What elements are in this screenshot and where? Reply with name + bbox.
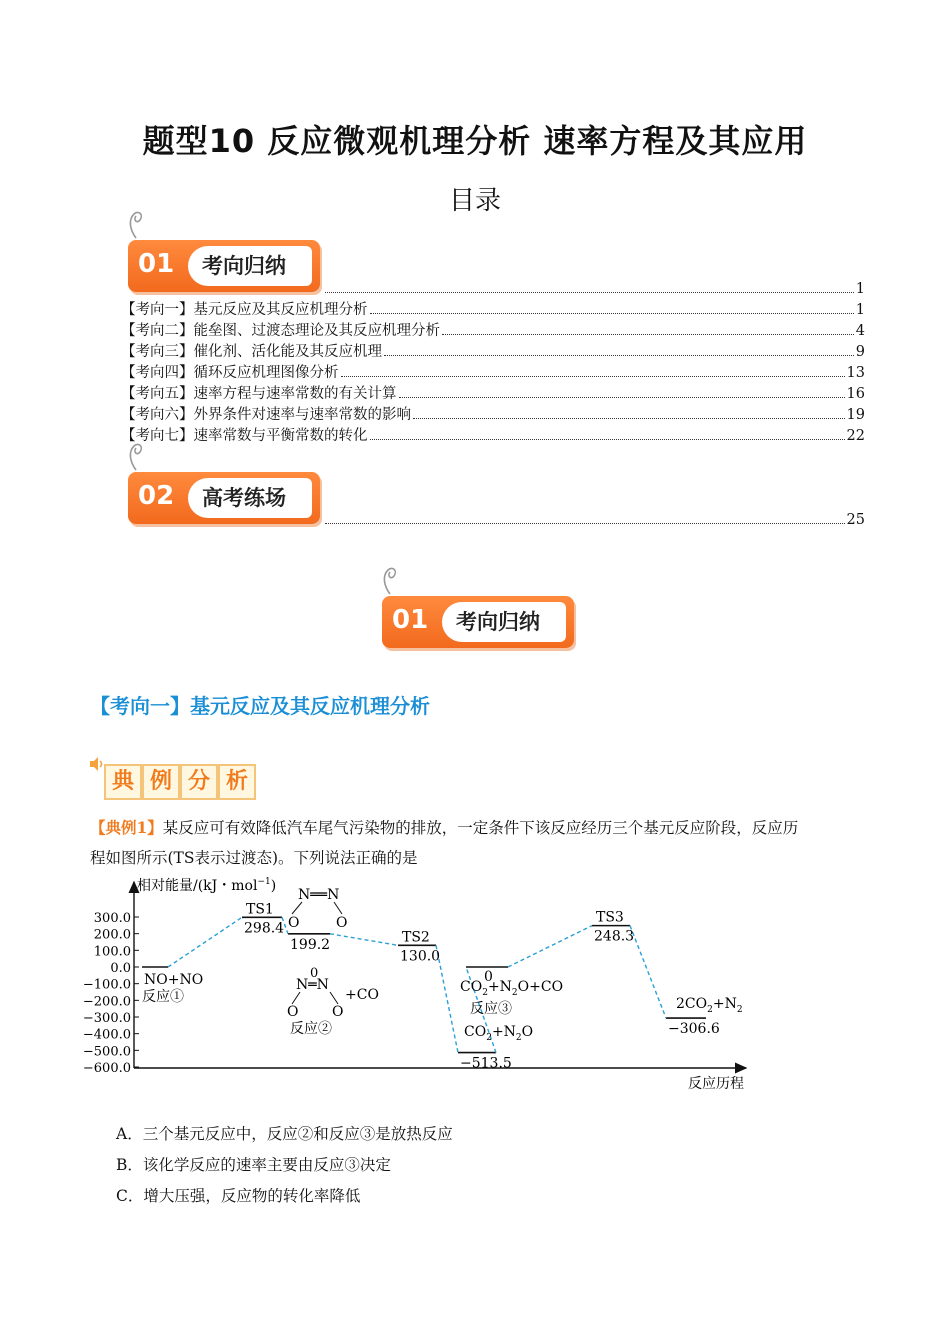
- transition-path: [508, 926, 592, 967]
- toc-entry-title: 【考向一】基元反应及其反应机理分析: [121, 302, 368, 318]
- section-badge-1: [128, 232, 324, 294]
- energy-value-label: 130.0: [400, 948, 441, 965]
- y-axis-label: 相对能量/(kJ・mol$^{-1}$): [137, 877, 277, 894]
- ring-top-o-right: O: [336, 915, 348, 931]
- badge-label: 考向归纳: [188, 246, 312, 286]
- toc-leader-dots: [370, 439, 845, 440]
- badge-number: 02: [138, 481, 175, 511]
- example-banner: [90, 756, 270, 802]
- label-nono: NO+NO: [144, 972, 204, 988]
- label-co2-n2o-co: $CO_2+N_2O+CO$: [460, 979, 564, 998]
- x-axis-label: 反应历程: [688, 1076, 744, 1092]
- badge-number: 01: [138, 249, 175, 279]
- label-co2-n2o: $CO_2+N_2O$: [464, 1024, 534, 1043]
- plus-co: +CO: [345, 987, 379, 1003]
- energy-profile-chart: [80, 872, 760, 1094]
- energy-value-label: −306.6: [668, 1021, 720, 1038]
- transition-state-label: TS1: [246, 901, 274, 918]
- toc-leader-dots: [384, 355, 854, 356]
- banner-char: 典: [104, 764, 142, 800]
- toc-leader-dots: [370, 313, 854, 314]
- y-tick-label: 0.0: [110, 961, 131, 976]
- transition-path: [330, 934, 398, 946]
- question-line-2: 程如图所示(TS表示过渡态)。下列说法正确的是: [90, 849, 418, 867]
- section-heading: 【考向一】基元反应及其反应机理分析: [90, 694, 430, 718]
- toc-entry-title: 【考向七】速率常数与平衡常数的转化: [121, 428, 368, 444]
- transition-path: [168, 917, 242, 967]
- example-lead: 【典例1】: [90, 818, 163, 837]
- paperclip-icon: [378, 566, 402, 596]
- label-final-products: $2CO_2+N_2$: [676, 996, 743, 1015]
- banner-char: 分: [180, 764, 218, 800]
- transition-state-label: TS3: [596, 909, 624, 926]
- ring-mid-o-left: O: [287, 1004, 299, 1020]
- paperclip-icon: [124, 210, 148, 240]
- toc-entry-page: 16: [846, 386, 865, 402]
- toc-entry-page: 1: [855, 281, 865, 297]
- option-c[interactable]: C．增大压强，反应物的转化率降低: [116, 1187, 361, 1205]
- energy-value-label: 248.3: [594, 928, 635, 945]
- y-tick-label: −200.0: [82, 994, 131, 1010]
- toc-entry-title: 【考向三】催化剂、活化能及其反应机理: [121, 344, 382, 360]
- toc-entry-title: 【考向五】速率方程与速率常数的有关计算: [121, 386, 397, 402]
- toc-entry[interactable]: [121, 405, 865, 425]
- y-tick-label: −400.0: [82, 1027, 131, 1043]
- toc-entry-page: 13: [846, 365, 865, 381]
- label-reaction-1: 反应①: [142, 989, 184, 1005]
- toc-entry-page: 1: [855, 302, 865, 318]
- toc-entry[interactable]: [121, 384, 865, 404]
- zero-label-2: 0: [310, 966, 319, 981]
- toc-entry-title: 【考向四】循环反应机理图像分析: [121, 365, 339, 381]
- toc-entry-page: 19: [846, 407, 865, 423]
- label-reaction-2: 反应②: [290, 1021, 332, 1037]
- energy-value-label: −513.5: [460, 1055, 512, 1072]
- example-question: [90, 813, 870, 873]
- toc-entry[interactable]: [121, 342, 865, 362]
- banner-char: 析: [218, 764, 256, 800]
- toc-heading: 目录: [448, 186, 501, 216]
- question-line-1: 某反应可有效降低汽车尾气污染物的排放，一定条件下该反应经历三个基元反应阶段，反应历: [162, 819, 799, 837]
- toc-entry[interactable]: [121, 363, 865, 383]
- section-badge-3: [382, 588, 578, 650]
- toc-leader-dots: [341, 376, 845, 377]
- toc-entry-page: 22: [846, 428, 865, 444]
- y-tick-label: −600.0: [82, 1061, 131, 1076]
- page-title: 题型10 反应微观机理分析 速率方程及其应用: [142, 122, 808, 160]
- badge-label: 高考练场: [188, 478, 312, 518]
- toc-leader-dots: [325, 292, 854, 293]
- energy-value-label: 199.2: [290, 936, 331, 953]
- y-tick-label: 200.0: [93, 927, 131, 943]
- option-b[interactable]: B．该化学反应的速率主要由反应③决定: [116, 1156, 391, 1174]
- toc-leader-dots: [442, 334, 854, 335]
- ring-top-n-n: N══N: [298, 887, 340, 903]
- transition-path: [630, 926, 666, 1018]
- y-tick-label: −100.0: [82, 977, 131, 993]
- paperclip-icon: [124, 442, 148, 472]
- energy-value-label: 0: [484, 969, 493, 985]
- toc-entry-page: 9: [855, 344, 865, 360]
- toc-entry-title: 【考向六】外界条件对速率与速率常数的影响: [121, 407, 411, 423]
- badge-label: 考向归纳: [442, 602, 566, 642]
- badge-number: 01: [392, 605, 429, 635]
- toc-leader-dots: [399, 397, 845, 398]
- ring-mid-o-right: O: [332, 1004, 344, 1020]
- label-reaction-3: 反应③: [470, 1001, 512, 1017]
- toc-leader-dots: [413, 418, 845, 419]
- toc-entry[interactable]: [121, 426, 865, 446]
- y-tick-label: −300.0: [82, 1011, 131, 1026]
- y-tick-label: 100.0: [93, 944, 131, 960]
- option-a[interactable]: A．三个基元反应中，反应②和反应③是放热反应: [116, 1125, 453, 1143]
- transition-state-label: TS2: [402, 929, 430, 946]
- ring-mid-n-n: N═N: [296, 977, 329, 993]
- toc-entry[interactable]: [121, 321, 865, 341]
- energy-value-label: 298.4: [244, 920, 285, 937]
- ring-top-o-left: O: [288, 915, 300, 931]
- toc-entry[interactable]: [323, 279, 865, 299]
- toc-leader-dots: [325, 523, 845, 524]
- y-tick-label: 300.0: [93, 911, 131, 926]
- toc-entry-title: 【考向二】能垒图、过渡态理论及其反应机理分析: [121, 323, 440, 339]
- toc-entry-page: 4: [855, 323, 865, 339]
- y-tick-label: −500.0: [82, 1044, 131, 1060]
- section-badge-2: [128, 464, 324, 526]
- toc-entry[interactable]: [323, 510, 865, 530]
- banner-char: 例: [142, 764, 180, 800]
- toc-entry-page: 25: [846, 512, 865, 528]
- toc-entry[interactable]: [121, 300, 865, 320]
